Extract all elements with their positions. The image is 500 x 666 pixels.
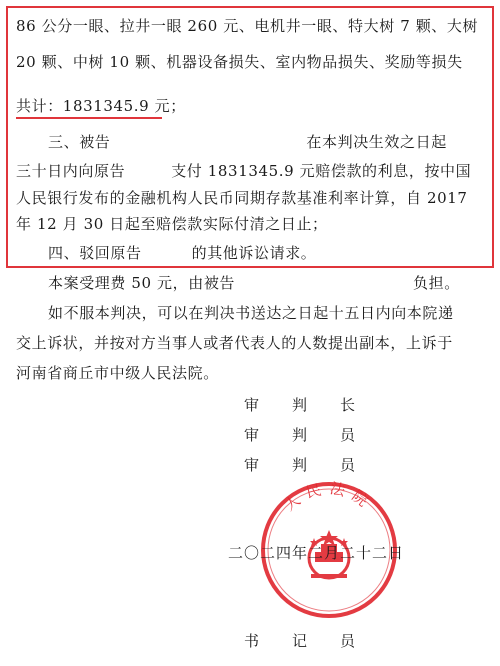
judgment-item-4 bbox=[48, 243, 316, 263]
sig-char: 审 bbox=[244, 396, 260, 414]
item3-prefix: 三、被告 bbox=[48, 133, 111, 151]
sig-char: 书 bbox=[244, 632, 260, 650]
judgment-total: 共计：1831345.9 元； bbox=[16, 97, 186, 115]
line5-suffix: 支付 1831345.9 元赔偿款的利息，按中国 bbox=[171, 162, 472, 180]
sig-char: 员 bbox=[340, 632, 356, 650]
sig-char: 员 bbox=[340, 426, 356, 444]
judgment-line-7: 年 12 月 30 日起至赔偿款实际付清之日止； bbox=[16, 215, 328, 233]
sig-char: 长 bbox=[340, 396, 356, 414]
sig-char: 员 bbox=[340, 456, 356, 474]
item3-suffix: 在本判决生效之日起 bbox=[306, 133, 447, 151]
judgment-line-1: 86 公分一眼、拉井一眼 260 元、电机井一眼、特大树 7 颗、大树 bbox=[16, 17, 479, 35]
fee-line bbox=[48, 273, 460, 293]
sig-char: 判 bbox=[292, 426, 308, 444]
judgment-item-3 bbox=[48, 132, 447, 152]
appeal-line-2: 交上诉状，并按对方当事人或者代表人的人数提出副本，上诉于 bbox=[16, 334, 453, 352]
judgment-date: 二〇二四年二月二十二日 bbox=[228, 544, 405, 562]
appeal-line-1: 如不服本判决，可以在判决书送达之日起十五日内向本院递 bbox=[48, 304, 454, 322]
item4-prefix: 四、驳回原告 bbox=[48, 244, 142, 262]
sig-char: 审 bbox=[244, 456, 260, 474]
sig-char: 审 bbox=[244, 426, 260, 444]
seal-text: 人民法院 bbox=[280, 480, 378, 515]
fee-prefix: 本案受理费 50 元，由被告 bbox=[48, 274, 236, 292]
fee-suffix: 负担。 bbox=[413, 274, 460, 292]
item4-suffix: 的其他诉讼请求。 bbox=[191, 244, 317, 262]
sig-char: 记 bbox=[292, 632, 308, 650]
total-underline bbox=[16, 117, 162, 119]
sig-char: 判 bbox=[292, 396, 308, 414]
appeal-line-3: 河南省商丘市中级人民法院。 bbox=[16, 364, 219, 382]
judgment-line-5 bbox=[16, 161, 471, 181]
judgment-line-6: 人民银行发布的金融机构人民币同期存款基准利率计算，自 2017 bbox=[16, 189, 468, 207]
line5-prefix: 三十日内向原告 bbox=[16, 162, 126, 180]
sig-char: 判 bbox=[292, 456, 308, 474]
judgment-line-2: 20 颗、中树 10 颗、机器设备损失、室内物品损失、奖励等损失 bbox=[16, 53, 463, 71]
